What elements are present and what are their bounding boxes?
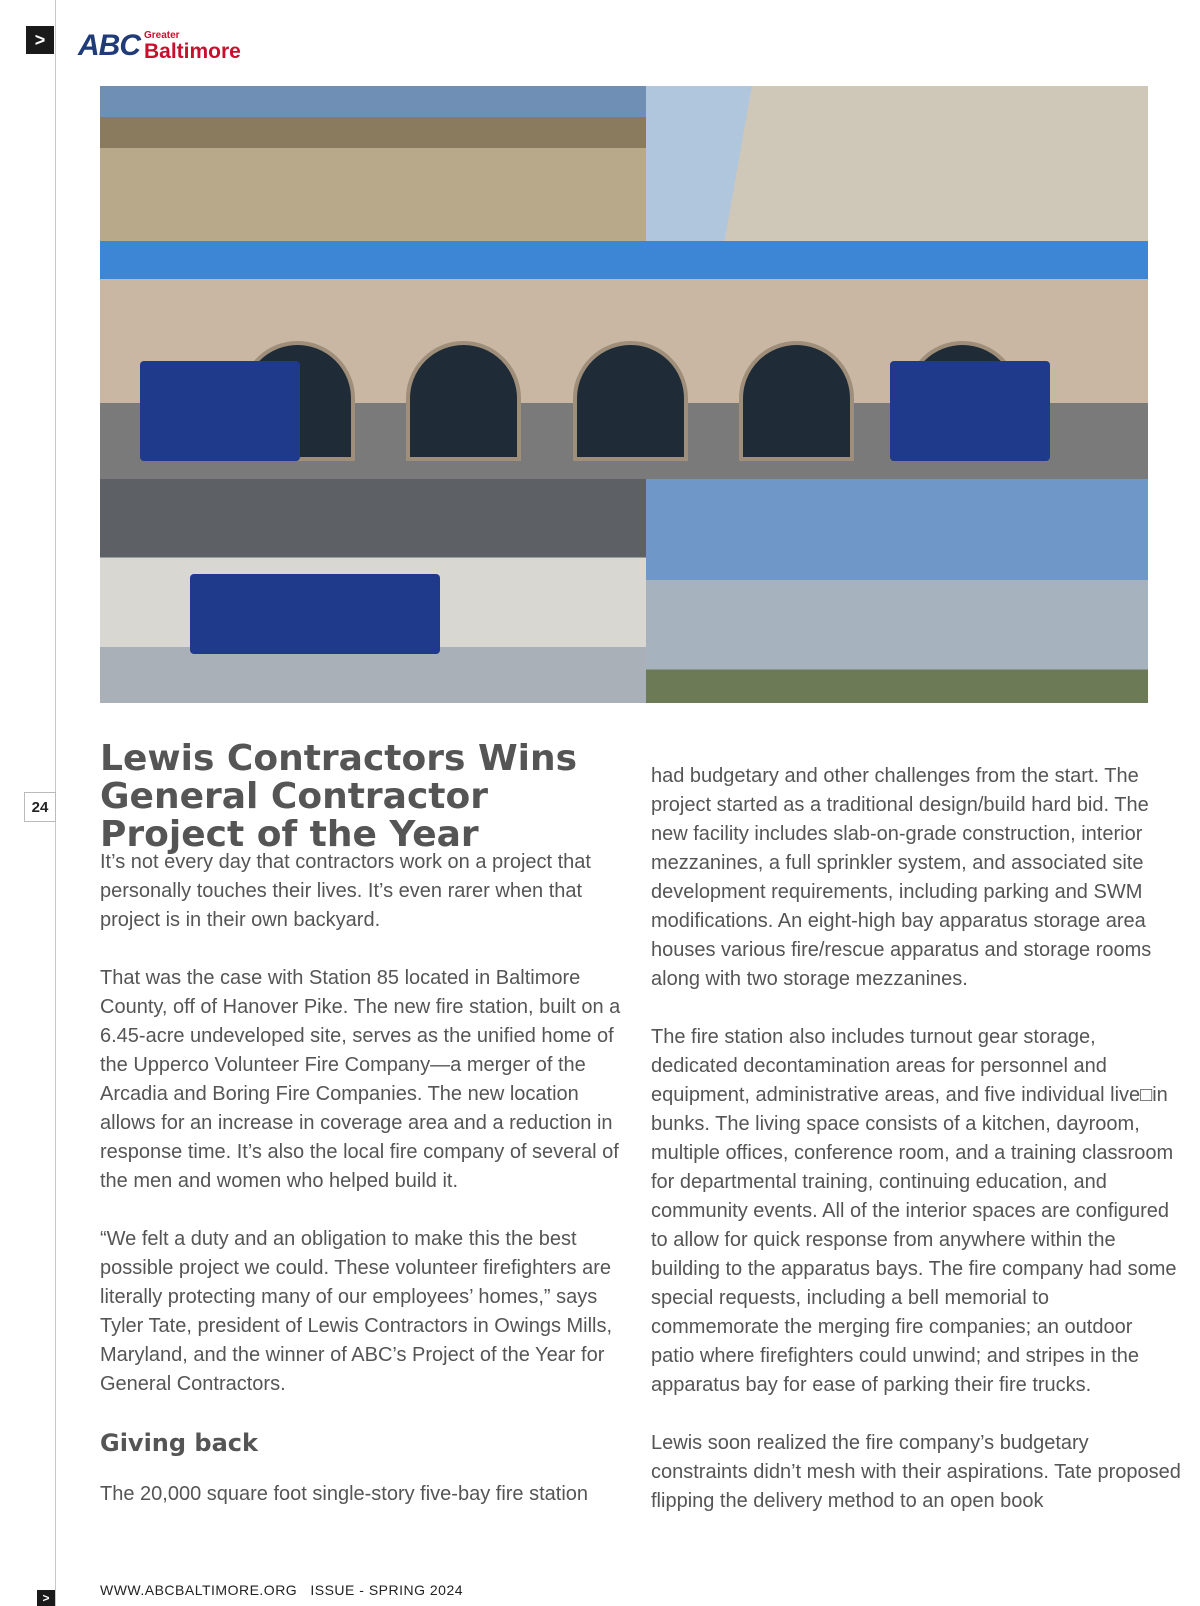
paragraph: had budgetary and other challenges from the start. The project started as a traditional design/build hard bid. The new facility includes slab-on-grade construction, interior mezzanines, a full sprinkler system, and associated site development requirements, including parking and SWM modifications. An eight-high bay apparatus storage area houses various fire/rescue apparatus and storage rooms along with two storage mezzanines.: [651, 765, 1152, 990]
logo-mark: ABC: [78, 29, 140, 62]
page-number: 24: [24, 792, 56, 822]
logo-city: Baltimore: [144, 39, 241, 63]
paragraph: Lewis soon realized the fire company’s budgetary constraints didn’t mesh with their aspirations. Tate proposed flipping the delivery method to an open book: [651, 1432, 1181, 1512]
bay-door: [739, 341, 854, 461]
paragraph: The 20,000 square foot single-story five-bay fire station: [100, 1483, 589, 1505]
paragraph: That was the case with Station 85 located in Baltimore County, off of Hanover Pike. The new fire station, built on a 6.45-acre undeveloped site, serves as the unified home of the Upperco Volunteer Fire Company—a merger of the Arcadia and Boring Fire Companies. The new location allows for an increase in coverage area and a reduction in response time. It’s also the local fire company of several of the men and women who helped build it.: [100, 967, 621, 1192]
aerial-station-photo: [100, 86, 646, 241]
fire-truck-left: [140, 361, 300, 461]
fire-truck-right: [890, 361, 1050, 461]
bay-door: [406, 341, 521, 461]
next-page-button[interactable]: >: [37, 1590, 55, 1606]
abc-greater-baltimore-logo[interactable]: [78, 24, 241, 68]
photo-collage: [100, 86, 1148, 703]
bay-doors-angle-photo: [646, 86, 1148, 241]
station-entrance-photo: [646, 479, 1148, 703]
footer: WWW.ABCBALTIMORE.ORG ISSUE - SPRING 2024: [100, 1582, 464, 1598]
paragraph: The fire station also includes turnout gear storage, dedicated decontamination areas for personnel and equipment, administrative areas, and five individual live□in bunks. The living space consists of a kitchen, dayroom, multiple offices, conference room, and a training classroom for departmental training, continuing education, and community events. All of the interior spaces are configured to allow for quick response from anywhere within the building to the apparatus bays. The fire company had some special requests, including a bell memorial to commemorate the merging fire companies; an outdoor patio where firefighters could unwind; and stripes in the apparatus bay for ease of parking their fire trucks.: [651, 1026, 1177, 1396]
article-title: Lewis Contractors Wins General Contractor Project of the Year: [100, 738, 578, 855]
apparatus-bay-interior-photo: [100, 479, 646, 703]
bay-door: [573, 341, 688, 461]
station-front-photo: [100, 241, 1148, 479]
interior-fire-truck: [190, 574, 440, 654]
article-column-left: [100, 848, 630, 1538]
paragraph: It’s not every day that contractors work on a project that personally touches their lives. It’s even rarer when that project is in their own backyard.: [100, 851, 591, 931]
article-column-right: [651, 762, 1181, 1545]
prev-page-button[interactable]: >: [26, 26, 54, 54]
section-heading: Giving back: [100, 1429, 258, 1457]
paragraph: “We felt a duty and an obligation to make this the best possible project we could. These volunteer firefighters are literally protecting many of our employees’ homes,” says Tyler Tate, president of Lewis Contractors in Owings Mills, Maryland, and the winner of ABC’s Project of the Year for General Contractors.: [100, 1228, 613, 1395]
logo-greater: Greater: [144, 29, 180, 41]
